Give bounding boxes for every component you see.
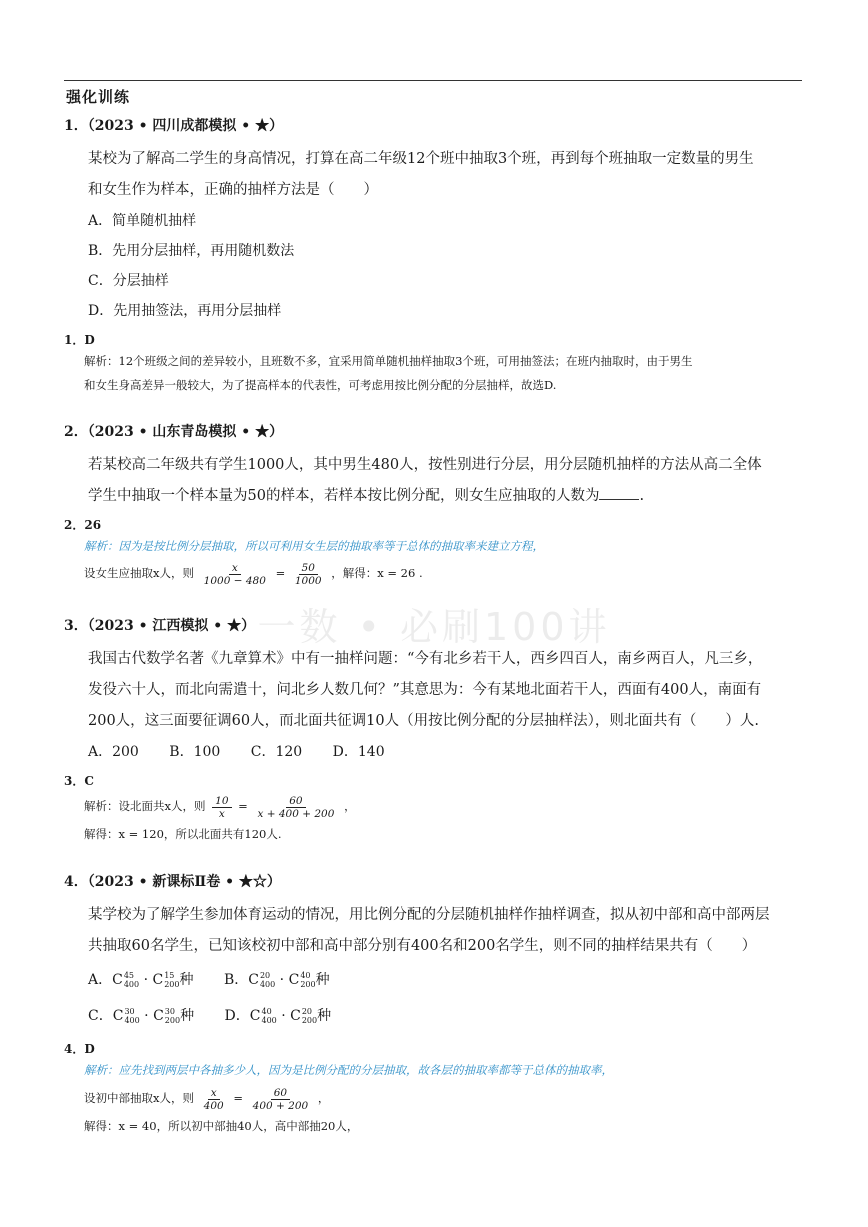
stem-end: . [639, 488, 645, 504]
equation-suffix: ， [344, 799, 356, 813]
comb-top: 30 [164, 1007, 175, 1016]
combination: C 15 200 [152, 971, 180, 989]
question-stem: 若某校高二年级共有学生1000人，其中男生480人，按性别进行分层，用分层随机抽样的方法从高二全体 [88, 457, 762, 473]
option-label: D． [224, 1008, 250, 1024]
comb-top: 40 [261, 1007, 272, 1016]
answer-label: 3．C [64, 774, 94, 788]
options-row [88, 962, 804, 998]
comb-bottom: 400 [123, 980, 140, 989]
denominator: 400 + 200 [252, 1099, 309, 1112]
question-4 [64, 872, 804, 1034]
option-c: C．120 [250, 744, 303, 760]
question-header: 3．（2023 • 江西模拟 • ★） [64, 618, 256, 634]
numerator: x [229, 562, 241, 575]
solution-text: 解得：x = 120，所以北面共有120人. [84, 827, 282, 841]
answer-3 [64, 772, 804, 846]
option-d: D．140 [332, 744, 385, 760]
comb-bottom: 200 [164, 980, 180, 989]
answer-label: 2．26 [64, 518, 102, 532]
question-header: 4．（2023 • 新课标Ⅱ卷 • ★☆） [64, 874, 281, 890]
denominator: x + 400 + 200 [257, 807, 335, 820]
comb-top: 45 [123, 971, 135, 980]
stem-text: 学生中抽取一个样本量为50的样本，若样本按比例分配，则女生应抽取的人数为 [88, 488, 600, 504]
denominator: 1000 [294, 574, 322, 587]
option-label: A． [88, 972, 113, 988]
section-title: 强化训练 [66, 88, 131, 106]
question-stem: 发役六十人，而北向需遣十，问北乡人数几何？”其意思为：今有某地北面若干人，西面有400人，南面有 [88, 682, 762, 698]
fraction [250, 1087, 312, 1112]
comb-bottom: 200 [164, 1016, 181, 1025]
question-stem: 200人，这三面要征调60人，而北面共征调10人（用按比例分配的分层抽样法），则北面共有（ ）人. [88, 713, 759, 729]
option-label: B． [223, 972, 249, 988]
equation-suffix: ，解得：x = 26 . [331, 566, 423, 580]
equals-sign: = [238, 799, 248, 813]
option-b: B．100 [169, 744, 221, 760]
comb-bottom: 200 [301, 1016, 318, 1025]
numerator: 60 [286, 795, 305, 808]
comb-top: 30 [124, 1007, 135, 1016]
option-b: B．先用分层抽样，再用随机数法 [88, 243, 295, 259]
fraction [201, 1087, 227, 1112]
combination: C 20 400 [248, 971, 276, 989]
option-d: D．先用抽签法，再用分层抽样 [88, 303, 282, 319]
combination: C 40 400 [249, 1007, 277, 1025]
comb-bottom: 400 [259, 980, 276, 989]
answer-1 [64, 331, 804, 397]
answer-4 [64, 1040, 804, 1138]
numerator: 10 [212, 795, 231, 808]
solution-text: 解得：x = 40，所以初中部抽40人，高中部抽20人， [84, 1119, 359, 1133]
equals-sign: = [275, 566, 286, 580]
question-2 [64, 422, 804, 512]
denominator: 1000 − 480 [203, 574, 266, 587]
option-a: A．200 [88, 744, 139, 760]
watermark: 一数 • 必刷100讲 [257, 605, 611, 649]
fraction [201, 562, 269, 587]
solution-equation [84, 1082, 804, 1114]
option-tail: 种 [315, 972, 330, 988]
option-c: C．C 30 400 · C 30 200 种 [88, 1008, 199, 1024]
comb-bottom: 200 [300, 980, 316, 989]
question-stem: 某校为了解高二学生的身高情况，打算在高二年级12个班中抽取3个班，再到每个班抽取一定数量的男生 [88, 151, 754, 167]
option-c: C．分层抽样 [88, 273, 169, 289]
question-1 [64, 116, 804, 326]
option-d: D．C 40 400 · C 20 200 种 [225, 1008, 332, 1024]
equation-suffix: ， [317, 1091, 330, 1105]
options-row [88, 998, 804, 1034]
numerator: 60 [271, 1087, 290, 1100]
comb-top: 15 [164, 971, 175, 980]
combination: C 40 200 [288, 971, 316, 989]
option-b: B．C 20 400 · C 40 200 种 [224, 972, 330, 988]
option-a: A．C 45 400 · C 15 200 种 [88, 972, 198, 988]
option-tail: 种 [317, 1008, 332, 1024]
equation-prefix: 解析：设北面共x人，则 [84, 799, 206, 813]
options-row [88, 737, 804, 767]
fraction [254, 795, 337, 820]
answer-label: 1．D [64, 333, 95, 347]
comb-bottom: 400 [261, 1016, 277, 1025]
fraction [212, 795, 231, 820]
equation-prefix: 设初中部抽取x人，则 [84, 1091, 194, 1105]
comb-top: 20 [259, 971, 271, 980]
denominator: 400 [203, 1099, 224, 1112]
fraction [292, 562, 325, 587]
option-tail: 种 [180, 1008, 195, 1024]
answer-label: 4．D [64, 1042, 95, 1056]
question-stem: 我国古代数学名著《九章算术》中有一抽样问题：“今有北乡若干人，西乡四百人，南乡两百人，凡三乡， [88, 651, 763, 667]
comb-bottom: 400 [124, 1016, 140, 1025]
option-a: A．简单随机抽样 [88, 213, 197, 229]
combination: C 45 400 [112, 971, 140, 989]
option-tail: 种 [179, 972, 194, 988]
question-header: 2．（2023 • 山东青岛模拟 • ★） [64, 424, 284, 440]
question-3 [64, 616, 804, 767]
option-label: C． [88, 1008, 113, 1024]
combination: C 20 200 [290, 1007, 318, 1025]
solution-note: 解析：应先找到两层中各抽多少人，因为是比例分配的分层抽取，故各层的抽取率都等于总体的抽取率， [84, 1063, 613, 1077]
question-stem: 某学校为了解学生参加体育运动的情况，用比例分配的分层随机抽样作抽样调查，拟从初中部和高中部两层 [88, 907, 770, 923]
numerator: 50 [299, 562, 318, 575]
denominator: x [218, 807, 225, 820]
comb-top: 40 [300, 971, 311, 980]
solution-text: 解析：12个班级之间的差异较小，且班数不多，宜采用简单随机抽样抽取3个班，可用抽签法；在班内抽取时，由于男生 [84, 354, 693, 368]
equals-sign: = [233, 1091, 243, 1105]
combination: C 30 400 [112, 1007, 140, 1025]
answer-2 [64, 516, 804, 588]
comb-top: 20 [301, 1007, 313, 1016]
numerator: x [208, 1087, 220, 1100]
question-stem [88, 481, 804, 512]
solution-equation [84, 558, 804, 588]
question-header: 1．（2023 • 四川成都模拟 • ★） [64, 118, 284, 134]
question-stem: 和女生作为样本，正确的抽样方法是（ ） [88, 182, 378, 198]
solution-equation [84, 790, 804, 822]
question-stem: 共抽取60名学生，已知该校初中部和高中部分别有400名和200名学生，则不同的抽样结果共有（ ） [88, 938, 757, 954]
solution-note: 解析：因为是按比例分层抽取，所以可利用女生层的抽取率等于总体的抽取率来建立方程， [84, 539, 544, 553]
equation-prefix: 设女生应抽取x人，则 [84, 566, 194, 580]
header-rule [64, 80, 802, 81]
answer-blank [599, 485, 639, 500]
solution-text: 和女生身高差异一般较大，为了提高样本的代表性，可考虑用按比例分配的分层抽样，故选D. [84, 378, 557, 392]
combination: C 30 200 [153, 1007, 181, 1025]
